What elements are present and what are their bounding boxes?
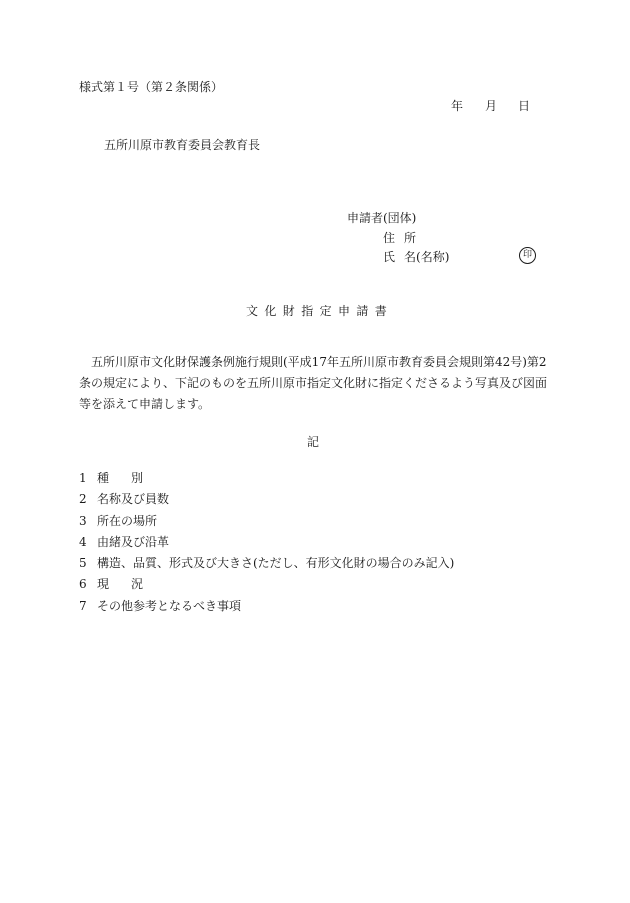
list-item: 1 種 別 xyxy=(79,471,144,485)
addressee: 五所川原市教育委員会教育長 xyxy=(104,138,261,152)
date-month: 月 xyxy=(485,99,498,113)
list-item: 5 構造、品質、形式及び大きさ(ただし、有形文化財の場合のみ記入) xyxy=(79,556,455,571)
name-label-1: 氏 xyxy=(383,250,396,264)
applicant-name-label xyxy=(383,251,449,263)
ki-heading: 記 xyxy=(307,435,320,449)
list-item: 3 所在の場所 xyxy=(79,513,158,528)
name-label-2: 名(名称) xyxy=(404,250,450,264)
date-line xyxy=(451,100,530,112)
date-day: 日 xyxy=(518,99,531,113)
form-number: 様式第１号（第２条関係） xyxy=(79,80,224,94)
address-label-1: 住 xyxy=(383,231,396,245)
date-year: 年 xyxy=(451,99,464,113)
applicant-heading: 申請者(団体) xyxy=(347,211,417,225)
document-title: 文化財指定申請書 xyxy=(246,304,394,318)
list-item: 2 名称及び員数 xyxy=(79,492,170,507)
list-item: 4 由緒及び沿革 xyxy=(79,534,170,549)
seal-mark: 印 xyxy=(519,247,536,264)
applicant-address-label xyxy=(383,232,416,244)
address-label-2: 所 xyxy=(404,231,417,245)
list-item: 7 その他参考となるべき事項 xyxy=(79,598,242,613)
item-list xyxy=(79,472,454,621)
body-paragraph: 五所川原市文化財保護条例施行規則(平成17年五所川原市教育委員会規則第42号)第2条の規定により、下記のものを五所川原市指定文化財に指定くださるよう写真及び図面等を添えて申請します。 xyxy=(79,355,548,411)
list-item: 6 現 況 xyxy=(79,577,144,592)
